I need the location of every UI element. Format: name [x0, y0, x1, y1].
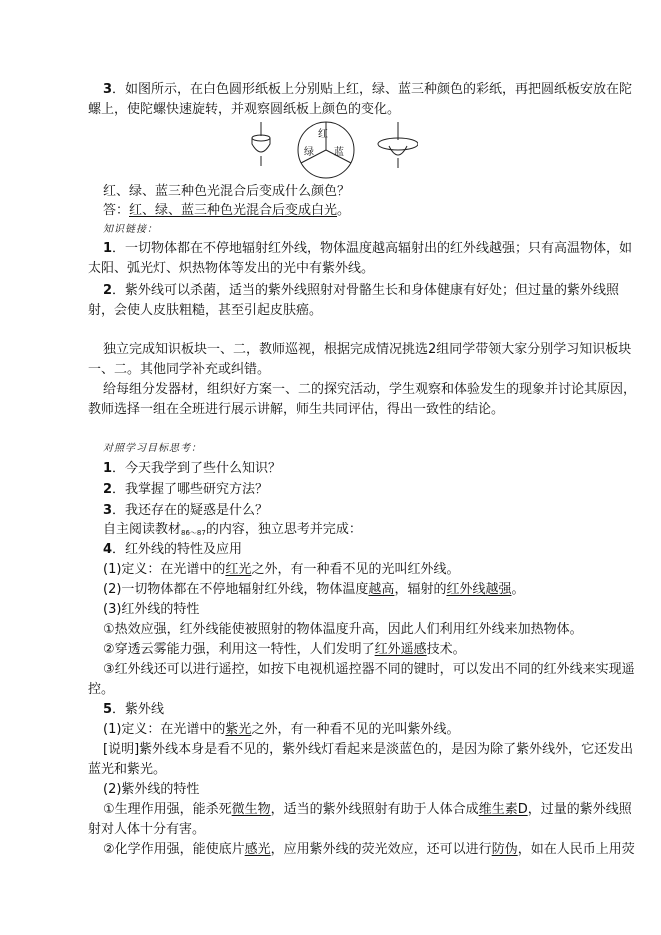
- tips-p2-line1: 2．紫外线可以杀菌，适当的紫外线照射对骨骼生长和身体健康有好处；但过量的紫外线照: [103, 283, 620, 298]
- reading-instruction: 自主阅读教材$_{86\sim 87}$的内容，独立思考并完成：: [103, 522, 362, 537]
- tips-p2-line2: 射，会使人皮肤粗糙，甚至引起皮肤癌。: [88, 303, 323, 318]
- uv-definition: (1)定义：在光谱中的紫光之外，有一种看不见的光叫紫外线。: [103, 722, 460, 737]
- teaching-p2-line2: 教师选择一组在全班进行展示讲解，师生共同评估，得出一致性的结论。: [88, 402, 505, 417]
- infrared-radiation: (2)一切物体都在不停地辐射红外线，物体温度越高，辐射的红外线越强。: [103, 582, 525, 597]
- spinning-top-icon: [252, 122, 270, 166]
- disc-label-green: 绿: [304, 147, 314, 158]
- infrared-properties-title: (3)红外线的特性: [103, 602, 200, 617]
- infrared-property-penetrate: ②穿透云雾能力强，利用这一特性，人们发明了红外遥感技术。: [103, 642, 466, 657]
- uv-note-line1: [说明]紫外线本身是看不见的，紫外线灯看起来是淡蓝色的，是因为除了紫外线外，它还发出: [103, 742, 634, 757]
- q3-line1: 3．如图所示，在白色圆形纸板上分别贴上红，绿、蓝三种颜色的彩纸，再把圆纸板安放在陀: [103, 82, 633, 97]
- spinning-top-disc-icon: [378, 122, 418, 168]
- reflect-item: 3．我还存在的疑惑是什么？: [103, 503, 269, 518]
- infrared-property-heat: ①热效应强，红外线能使被照射的物体温度升高，因此人们利用红外线来加热物体。: [103, 622, 583, 637]
- q3-question: 红、绿、蓝三种色光混合后变成什么颜色？: [103, 184, 351, 199]
- teaching-p2-line1: 给每组分发器材，组织好方案一、二的探究活动，学生观察和体验发生的现象并讨论其原因，: [103, 382, 637, 397]
- teaching-p1-line2: 一、二。其他同学补充或纠错。: [88, 362, 271, 377]
- reflect-item: 1．今天我学到了些什么知识？: [103, 461, 282, 476]
- infrared-title: 4．红外线的特性及应用: [103, 542, 243, 557]
- infrared-definition: (1)定义：在光谱中的红光之外，有一种看不见的光叫红外线。: [103, 562, 460, 577]
- uv-property-physio-line2: 射对人体十分有害。: [88, 822, 206, 837]
- uv-property-chemical: ②化学作用强，能使底片感光，应用紫外线的荧光效应，还可以进行防伪，如在人民币上用荧: [103, 842, 635, 857]
- disc-label-red: 红: [318, 129, 328, 140]
- q3-line2: 螺上，使陀螺快速旋转，并观察圆纸板上颜色的变化。: [88, 102, 401, 117]
- tips-title: 知识链接：: [103, 224, 158, 235]
- color-top-figure: [248, 120, 418, 182]
- uv-title: 5．紫外线: [103, 702, 165, 717]
- tips-p1-line1: 1．一切物体都在不停地辐射红外线，物体温度越高辐射出的红外线越强；只有高温物体，如: [103, 241, 633, 256]
- q3-answer: 答：红、绿、蓝三种色光混合后变成白光。: [103, 203, 351, 218]
- infrared-property-remote-line1: ③红外线还可以进行遥控，如按下电视机遥控器不同的键时，可以发出不同的红外线来实现遥: [103, 662, 635, 677]
- reflect-item: 2．我掌握了哪些研究方法？: [103, 482, 269, 497]
- infrared-property-remote-line2: 控。: [88, 682, 115, 697]
- reflect-title: 对照学习目标思考：: [103, 443, 202, 454]
- disc-label-blue: 蓝: [334, 147, 344, 158]
- tips-p1-line2: 太阳、弧光灯、炽热物体等发出的光中有紫外线。: [88, 261, 375, 276]
- uv-note-line2: 蓝光和紫光。: [88, 762, 167, 777]
- uv-property-physio-line1: ①生理作用强，能杀死微生物，适当的紫外线照射有助于人体合成维生素D，过量的紫外线照: [103, 802, 632, 817]
- uv-properties-title: (2)紫外线的特性: [103, 782, 200, 797]
- teaching-p1-line1: 独立完成知识板块一、二，教师巡视，根据完成情况挑选2组同学带领大家分别学习知识板块: [103, 342, 632, 357]
